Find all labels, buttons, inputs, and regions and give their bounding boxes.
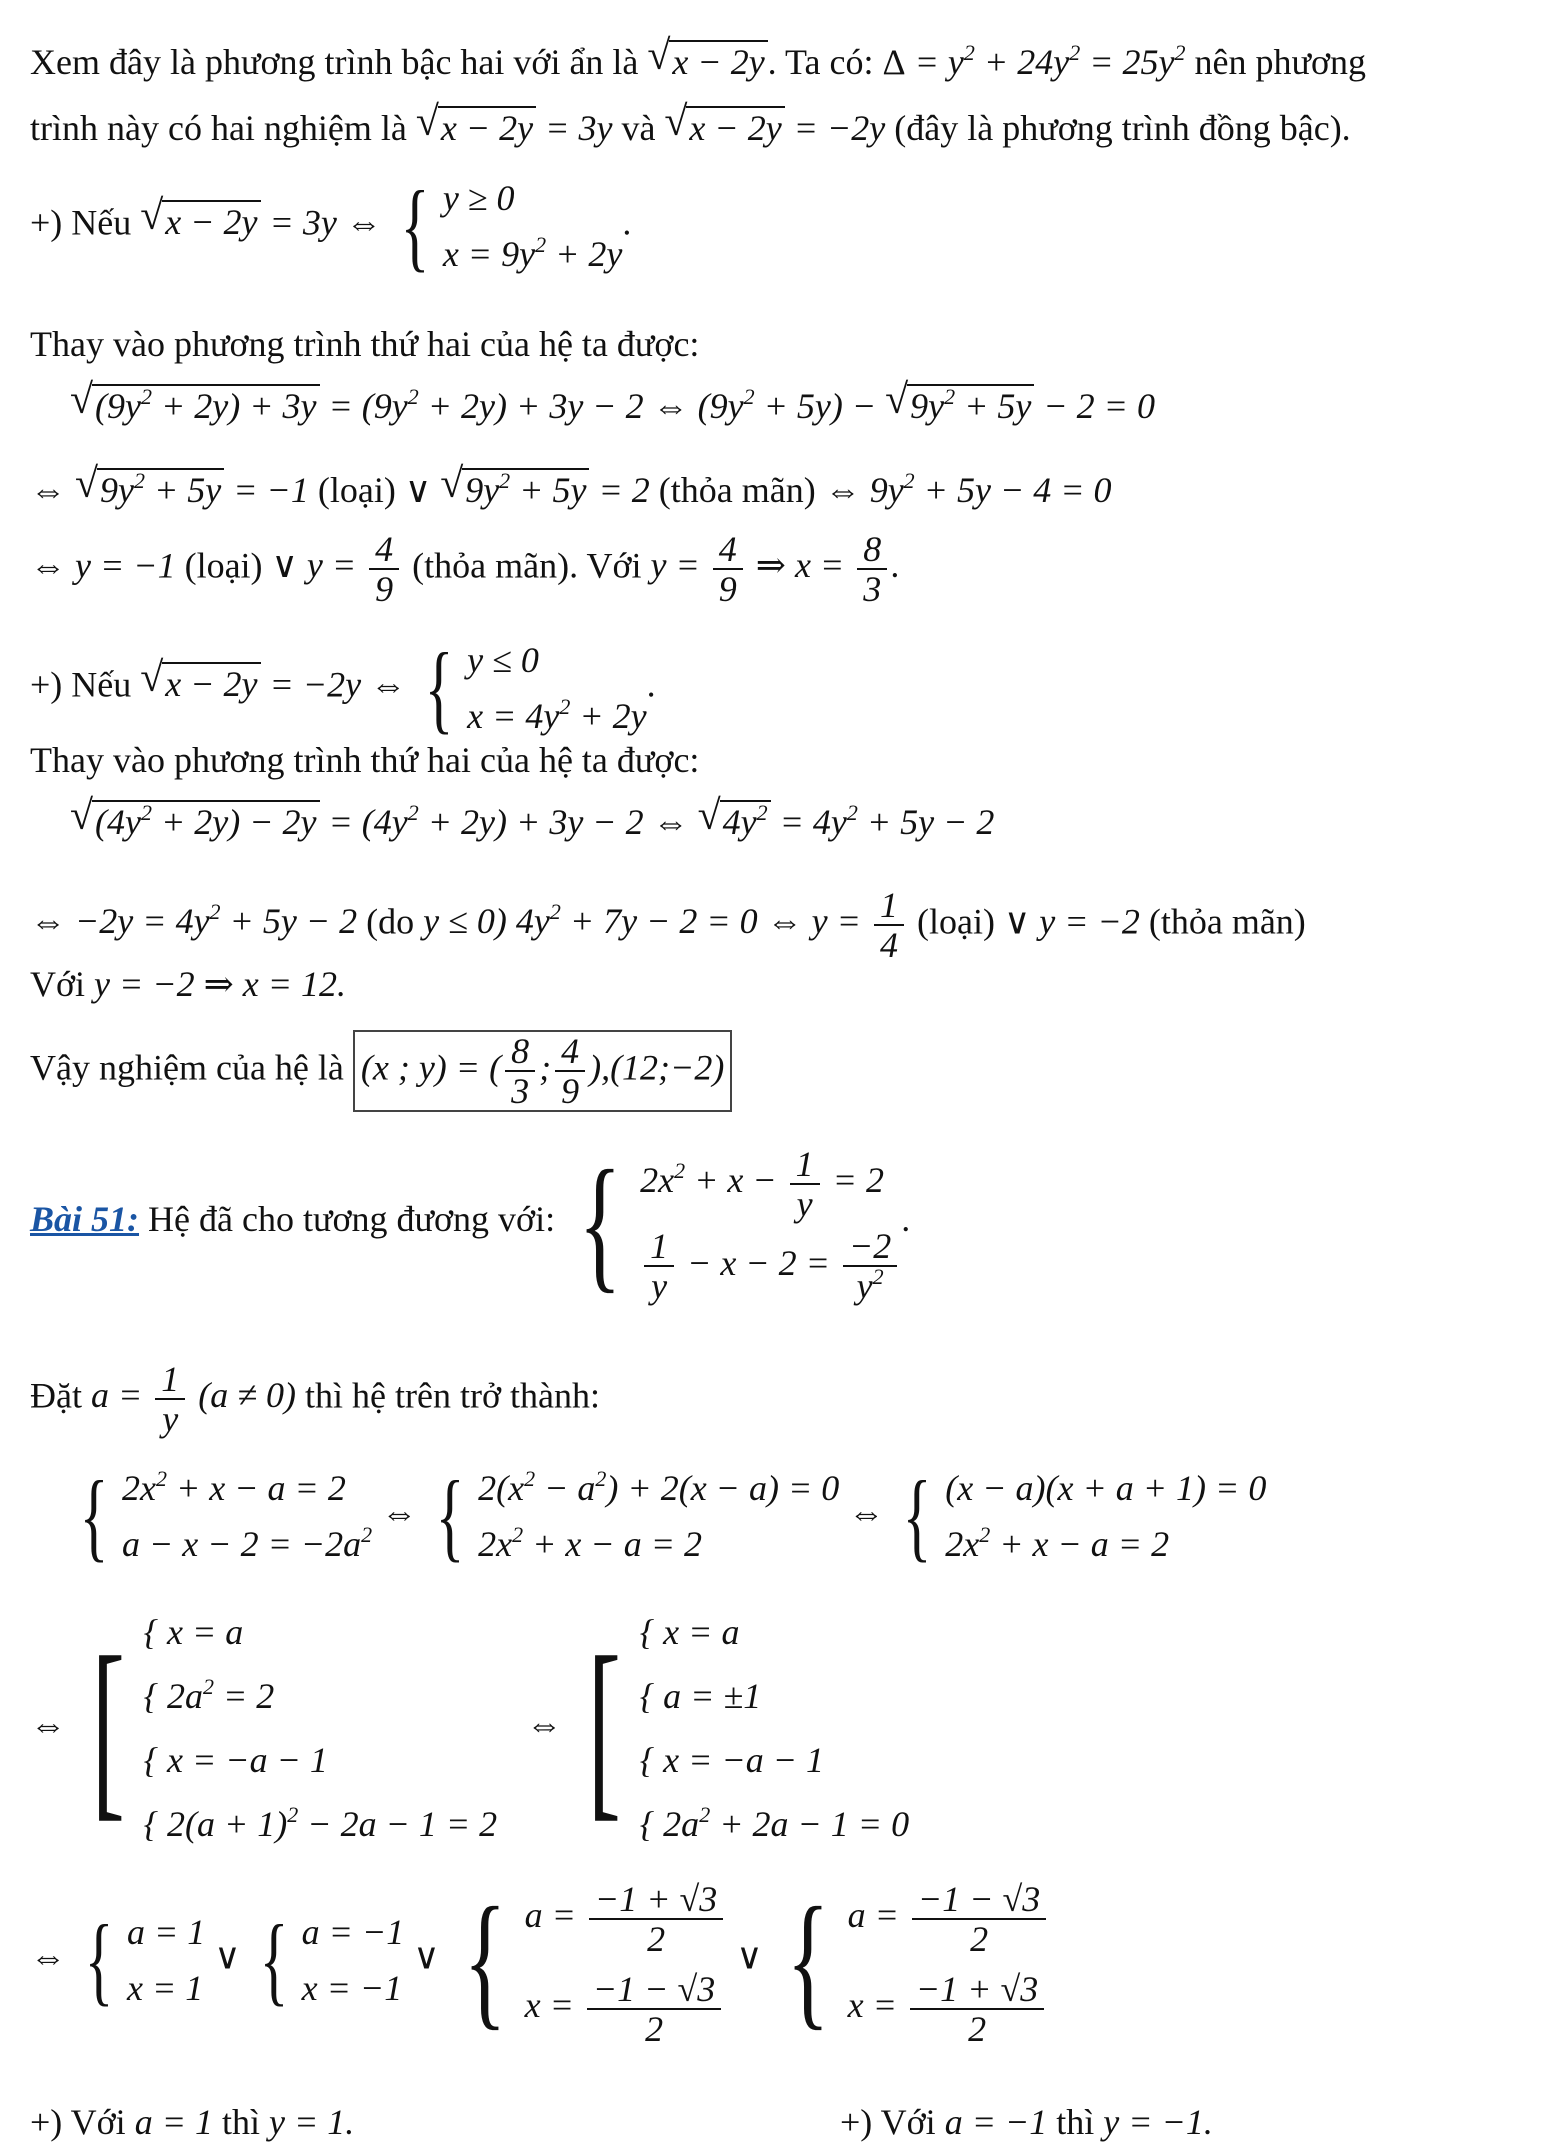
equation: ⇔ y = −1 (loại) ∨ y = $\frac{4}{9}$ (thỏa mãn). Với y = $\frac{4}{9}$ ⇒ x = $\frac{8}{3}$ .: [30, 529, 901, 609]
math: = 3y ⇔: [269, 202, 391, 243]
text: +) Với: [840, 2102, 936, 2142]
equation-systems: ⇔ [ { x = a { $2a^2 = 2$ { x = −a − 1 { $2(a + 1)^2 - 2a - 1 = 2$ ⇔ [ { x = a { a = ±1 { x = −a − 1 { $2a^2 + 2a - 1 = 0$: [30, 1612, 910, 1844]
substitution: Đặt a = $\frac{1}{y}$ (a ≠ 0) thì hệ trên trở thành:: [30, 1359, 600, 1439]
text: (loại): [916, 901, 995, 942]
exercise-label: Bài 51:: [30, 1199, 140, 1239]
math: = 3y: [536, 108, 613, 148]
line-2: [30, 106, 1351, 150]
text: (loại): [317, 470, 396, 510]
text: Xem đây là phương trình bậc hai với ẩn là: [30, 42, 639, 82]
math: √ x − 2y: [142, 662, 260, 706]
math: = −2y ⇔: [269, 664, 416, 705]
equation: √ $(4y^2 + 2y) - 2y = (4y^2 + 2y) + 3y - 2$ ⇔ √ $4y^2 = 4y^2 + 5y - 2$: [70, 800, 994, 844]
math: = −2y: [784, 108, 886, 148]
system: { y ≥ 0 $x = 9y^2 + 2y$: [400, 170, 623, 281]
text: nên phương: [1194, 42, 1366, 82]
text: và: [621, 108, 656, 148]
text: +) Với: [30, 2102, 126, 2142]
math: √ x − 2y: [649, 40, 767, 84]
text: . Ta có:: [767, 42, 874, 82]
conclusion: [30, 1030, 732, 1112]
final-1: +) Với a = 1 thì y = 1.: [30, 2102, 355, 2142]
system: { y ≤ 0 $x = 4y^2 + 2y$: [424, 632, 647, 743]
text: (đây là phương trình đồng bậc).: [894, 108, 1351, 148]
case-1: +) Nếu √ x − 2y = 3y ⇔ { y ≥ 0 $x = 9y^2 + 2y$ .: [30, 170, 631, 282]
text: (thỏa mãn): [658, 470, 816, 510]
math: √ x − 2y: [666, 106, 784, 150]
final-2: +) Với a = −1 thì y = −1.: [840, 2102, 1213, 2142]
text: Hệ đã cho tương đương với:: [148, 1199, 556, 1239]
text: Với: [30, 964, 86, 1004]
solutions: ⇔ { a = 1 x = 1 ∨ { a = −1 x = −1 ∨ { a = $\frac{-1 + √3}{2}$ x = $\frac{-1 - √3}{2}$ ∨ { a = $\frac{-1 - √3}{2}$ x = $\frac{-1 + √3}{2}$: [30, 1870, 1050, 2050]
line-1: [30, 40, 1366, 84]
text: (do: [366, 901, 415, 942]
bai-51: Bài 51: Hệ đã cho tương đương với: { $2x^2 + x$ − $\frac{1}{y}$ = 2 $\frac{1}{y}$ − x − 2 = $\frac{-2}{y^2}$ .: [30, 1139, 911, 1307]
equation: Với y = −2 ⇒ x = 12.: [30, 964, 347, 1004]
text: thì hệ trên trở thành:: [305, 1375, 600, 1416]
equation: ⇔ √ $9y^2 + 5y = -1$ (loại) ∨ √ $9y^2 + 5y = 2$ (thỏa mãn) ⇔ $9y^2 + 5y - 4 = 0$: [30, 468, 1112, 512]
answer-box: (x ; y) = ( $\frac{8}{3}$ ; $\frac{4}{9}$ ),(12;−2): [353, 1030, 732, 1112]
text: thì: [1056, 2102, 1095, 2142]
text: Đặt: [30, 1375, 82, 1416]
text: (thỏa mãn): [1148, 901, 1306, 942]
text: +) Nếu: [30, 202, 132, 243]
text: Vậy nghiệm của hệ là: [30, 1047, 344, 1088]
text: trình này có hai nghiệm là: [30, 108, 407, 148]
equation: ⇔ $-2y = 4y^2 + 5y - 2$ (do y ≤ 0) $4y^2 + 7y - 2 = 0$ ⇔ y = $\frac{1}{4}$ (loại) ∨ y = −2 (thỏa mãn): [30, 885, 1306, 965]
text: (loại): [184, 545, 263, 586]
equation-systems: { $2x^2 + x - a = 2$ $a - x - 2 = -2a^2$ ⇔ { $2(x^2 - a^2) + 2(x - a) = 0$ $2x^2 + x - a = 2$ ⇔ { (x − a)(x + a + 1) = 0 $2x^2 + x - a = 2$: [79, 1460, 1267, 1571]
system: { $2x^2 + x$ − $\frac{1}{y}$ = 2 $\frac{1}{y}$ − x − 2 = $\frac{-2}{y^2}$: [564, 1140, 901, 1305]
case-2: +) Nếu √ x − 2y = −2y ⇔ { y ≤ 0 $x = 4y^2 + 2y$ .: [30, 632, 656, 744]
text: thì: [221, 2102, 260, 2142]
math: $\Delta = y^2 + 24y^2 = 25y^2$: [882, 40, 1186, 82]
text: Thay vào phương trình thứ hai của hệ ta được:: [30, 324, 700, 364]
equation: √ $(9y^2 + 2y) + 3y = (9y^2 + 2y) + 3y - 2$ ⇔ $(9y^2 + 5y)$ − √ $9y^2 + 5y - 2 = 0$: [70, 384, 1155, 428]
math: √ x − 2y: [418, 106, 536, 150]
text: +) Nếu: [30, 664, 132, 705]
math: √ x − 2y: [142, 200, 260, 244]
text: (thỏa mãn). Với: [412, 545, 642, 586]
text: Thay vào phương trình thứ hai của hệ ta được:: [30, 740, 700, 780]
